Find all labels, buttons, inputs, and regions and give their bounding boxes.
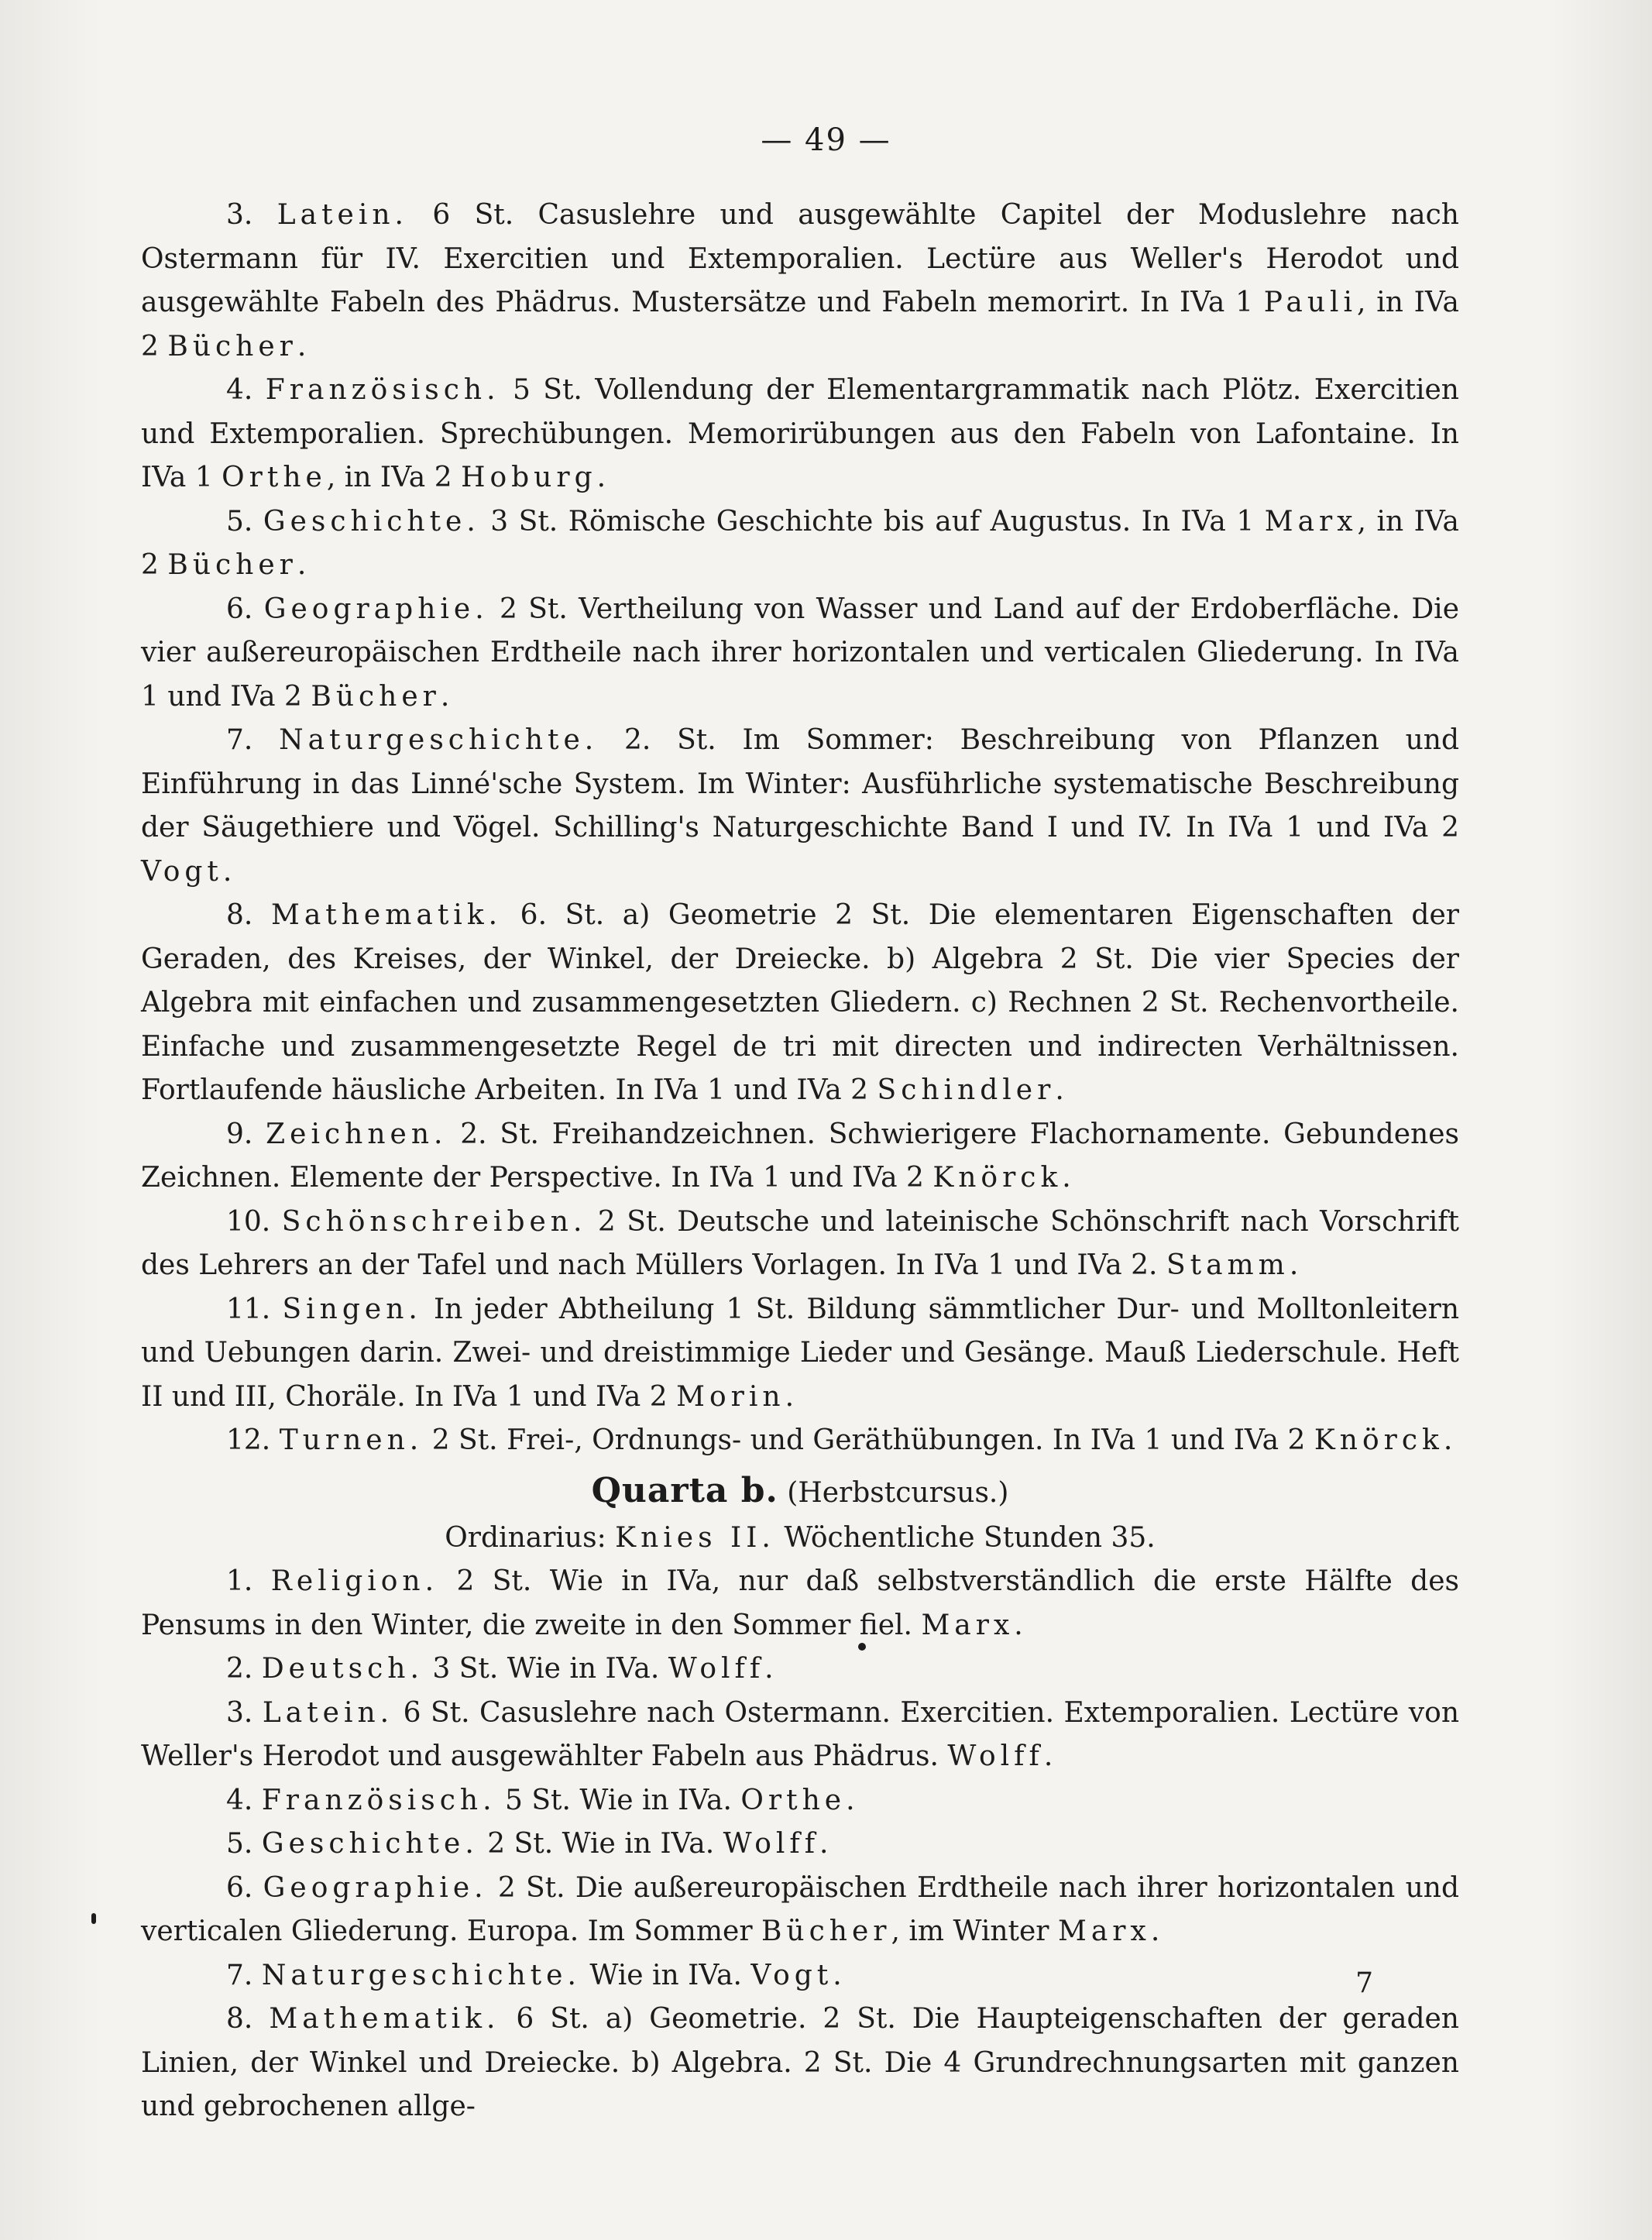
item-end: .: [846, 1784, 855, 1816]
item-text: 2 St. Deutsche und lateinische Schönschrift nach Vorschrift des Lehrers an der Tafel und nach Müllers Vorlagen. In IVa 1 und IVa 2.: [141, 1205, 1459, 1281]
teacher-name: Hoburg: [461, 462, 597, 493]
item-text: 2. St. Im Sommer: Beschreibung von Pflanzen und Einführung in das Linné'sche System. Im Winter: Ausführliche systematische Beschreibung der Säugethiere und Vögel. Schilling's Naturgeschichte Band I und IV. In IVa 1 und IVa 2: [141, 724, 1459, 843]
item-number: 9.: [226, 1118, 253, 1150]
teacher-name: Morin: [676, 1380, 785, 1413]
paragraph-naturgeschichte: [141, 719, 1459, 894]
item-number: 5.: [226, 505, 253, 538]
subject-name: Zeichnen.: [266, 1118, 448, 1150]
item-text: 2 St. Vertheilung von Wasser und Land auf der Erdoberfläche. Die vier außereuropäischen Erdtheile nach ihrer horizontalen und verticalen Gliederung. In IVa 1 und IVa 2: [141, 593, 1459, 713]
section-subtitle: (Herbstcursus.): [787, 1476, 1009, 1509]
item-end: .: [1062, 1162, 1071, 1194]
item-number: 8.: [226, 899, 253, 931]
item-end: .: [1055, 1074, 1064, 1106]
item-end: .: [297, 549, 307, 581]
item-end: .: [764, 1653, 774, 1685]
item-number: 5.: [226, 1828, 253, 1860]
teacher-name: Marx: [921, 1609, 1015, 1641]
item-end: .: [1043, 1740, 1053, 1772]
paragraph-mathematik: [141, 894, 1459, 1113]
paragraph-latein-b: [141, 1692, 1459, 1779]
item-text: 6 St. Casuslehre nach Ostermann. Exercitien. Extemporalien. Lectüre von Weller's Herodot und ausgewählter Fabeln aus Phädrus.: [141, 1696, 1460, 1772]
teacher-name: Marx: [1264, 505, 1358, 538]
weekly-hours: Wöchentliche Stunden 35.: [774, 1521, 1156, 1554]
paragraph-singen: [141, 1288, 1459, 1420]
item-text: 5 St. Wie in IVa.: [505, 1784, 741, 1816]
subject-name: Mathematik.: [269, 2003, 500, 2035]
section-heading: [141, 1468, 1459, 1517]
paragraph-geographie: [141, 588, 1459, 720]
subject-name: Französisch.: [265, 374, 500, 406]
paragraph-zeichnen: [141, 1113, 1459, 1201]
paragraph-franzoesisch-b: [141, 1779, 1459, 1823]
subject-name: Naturgeschichte.: [261, 1959, 581, 1991]
teacher-name: Wolff: [947, 1740, 1044, 1772]
section-ivb: [141, 1560, 1459, 2129]
item-number: 6.: [226, 1871, 253, 1904]
subject-name: Geographie.: [263, 593, 489, 625]
teacher-name: Orthe: [222, 462, 327, 493]
paragraph-naturgeschichte-b: [141, 1954, 1459, 1998]
item-number: 3.: [226, 1696, 253, 1729]
item-text-mid: , in IVa 2: [141, 505, 1460, 581]
subject-name: Geschichte.: [261, 1828, 479, 1860]
teacher-name: Orthe: [740, 1784, 847, 1816]
subject-name: Turnen.: [279, 1424, 424, 1456]
subject-name: Latein.: [276, 199, 408, 231]
paragraph-schoenschreiben: [141, 1201, 1459, 1288]
ink-dot: [858, 1643, 866, 1651]
item-text: In jeder Abtheilung 1 St. Bildung sämmtlicher Dur- und Molltonleitern und Uebungen darin. Zwei- und dreistimmige Lieder und Gesänge. Mauß Liederschule. Heft II und III, Choräle. In IVa 1 und IVa 2: [141, 1293, 1460, 1413]
teacher-name: Schindler: [877, 1074, 1056, 1106]
item-number: 10.: [226, 1205, 271, 1238]
section-iva: [141, 194, 1459, 1463]
teacher-name: Bücher: [167, 330, 297, 362]
item-number: 6.: [226, 593, 253, 625]
paragraph-geschichte: [141, 500, 1459, 588]
item-end: .: [785, 1380, 795, 1413]
item-text: 6. St. a) Geometrie 2 St. Die elementaren Eigenschaften der Geraden, des Kreises, der Winkel, der Dreiecke. b) Algebra 2 St. Die vier Species der Algebra mit einfachen und zusammengesetzten Gliedern. c) Rechnen 2 St. Rechenvortheile. Einfache und zusammengesetzte Regel de tri mit directen und indirecten Verhältnissen. Fortlaufende häusliche Arbeiten. In IVa 1 und IVa 2: [141, 899, 1459, 1106]
item-end: .: [596, 462, 606, 493]
subject-name: Deutsch.: [261, 1653, 424, 1685]
paragraph-latein: [141, 194, 1459, 369]
item-end: .: [1014, 1609, 1023, 1641]
item-number: 7.: [226, 1959, 253, 1991]
item-end: .: [1289, 1249, 1299, 1281]
item-number: 8.: [226, 2003, 253, 2035]
teacher-name: Wolff: [723, 1828, 820, 1860]
subject-name: Latein.: [262, 1696, 394, 1729]
section-title: Quarta b.: [591, 1470, 778, 1510]
item-number: 12.: [226, 1424, 271, 1456]
subject-name: Schönschreiben.: [281, 1205, 587, 1238]
item-text: 2 St. Frei-, Ordnungs- und Geräthübungen. In IVa 1 und IVa 2: [431, 1424, 1314, 1456]
teacher-name: Knörck: [1314, 1424, 1444, 1456]
item-text-mid: , in IVa 2: [141, 287, 1460, 362]
ordinarius-name: Knies II.: [615, 1521, 775, 1554]
teacher-name: Marx: [1057, 1915, 1151, 1947]
teacher-name: Knörck: [932, 1162, 1063, 1194]
item-number: 4.: [226, 1784, 253, 1816]
item-text: 3 St. Römische Geschichte bis auf Augustus. In IVa 1: [490, 505, 1265, 538]
item-number: 7.: [226, 724, 253, 756]
ordinarius-label: Ordinarius:: [445, 1521, 616, 1554]
teacher-name: Stamm: [1166, 1249, 1290, 1281]
item-text: 5 St. Vollendung der Elementargrammatik nach Plötz. Exercitien und Extemporalien. Sprechübungen. Memorirübungen aus den Fabeln von Lafontaine. In IVa 1: [141, 374, 1459, 493]
item-end: .: [297, 330, 307, 362]
teacher-name: Vogt: [750, 1959, 833, 1991]
teacher-name: Bücher: [311, 680, 441, 713]
paragraph-geschichte-b: [141, 1823, 1459, 1867]
item-end: .: [222, 855, 232, 888]
item-text: 2 St. Die außereuropäischen Erdtheile nach ihrer horizontalen und verticalen Gliederung. Europa. Im Sommer: [141, 1871, 1459, 1947]
teacher-name: Wolff: [668, 1653, 765, 1685]
subject-name: Französisch.: [261, 1784, 496, 1816]
paragraph-geographie-b: [141, 1867, 1459, 1954]
teacher-name: Bücher: [761, 1915, 891, 1947]
item-number: 2.: [226, 1653, 253, 1685]
item-text-mid: , in IVa 2: [326, 462, 462, 493]
item-text: 6 St. a) Geometrie. 2 St. Die Haupteigenschaften der geraden Linien, der Winkel und Dreiecke. b) Algebra. 2 St. Die 4 Grundrechnungsarten mit ganzen und gebrochenen allge-: [141, 2003, 1459, 2122]
item-end: .: [819, 1828, 829, 1860]
subject-name: Geschichte.: [263, 505, 480, 538]
page-number: — 49 —: [761, 122, 891, 158]
item-number: 3.: [226, 199, 253, 231]
teacher-name: Pauli: [1263, 287, 1358, 318]
subject-name: Geographie.: [263, 1871, 488, 1904]
teacher-name: Vogt: [141, 855, 223, 888]
paragraph-turnen: [141, 1419, 1459, 1463]
item-number: 4.: [226, 374, 253, 406]
item-text: 6 St. Casuslehre und ausgewählte Capitel der Moduslehre nach Ostermann für IV. Exercitien und Extemporalien. Lectüre aus Weller's Herodot und ausgewählte Fabeln des Phädrus. Mustersätze und Fabeln memorirt. In IVa 1: [141, 199, 1459, 318]
item-end: .: [1150, 1915, 1160, 1947]
item-text: 2 St. Wie in IVa.: [487, 1828, 723, 1860]
item-end: .: [1443, 1424, 1453, 1456]
item-number: 11.: [226, 1293, 271, 1325]
ink-dot: [91, 1913, 96, 1924]
subject-name: Mathematik.: [270, 899, 503, 931]
document-body: [141, 194, 1459, 2129]
paragraph-mathematik-b: [141, 1998, 1459, 2129]
item-end: .: [440, 680, 450, 713]
item-text: Wie in IVa.: [589, 1959, 751, 1991]
paragraph-religion: [141, 1560, 1459, 1647]
item-text-mid: , im Winter: [891, 1915, 1058, 1947]
item-text: 2. St. Freihandzeichnen. Schwierigere Flachornamente. Gebundenes Zeichnen. Elemente der Perspective. In IVa 1 und IVa 2: [141, 1118, 1459, 1194]
teacher-name: Bücher: [167, 549, 297, 581]
ordinarius-line: [141, 1517, 1459, 1561]
item-text: 3 St. Wie in IVa.: [432, 1653, 668, 1685]
item-end: .: [833, 1959, 842, 1991]
item-number: 1.: [226, 1565, 253, 1597]
signature-mark: 7: [1355, 1967, 1373, 1999]
paragraph-deutsch: [141, 1647, 1459, 1692]
item-text: 2 St. Wie in IVa, nur daß selbstverständlich die erste Hälfte des Pensums in den Winter, die zweite in den Sommer fiel.: [141, 1565, 1460, 1641]
subject-name: Religion.: [270, 1565, 439, 1597]
paragraph-franzoesisch: [141, 369, 1459, 500]
subject-name: Naturgeschichte.: [279, 724, 599, 756]
subject-name: Singen.: [282, 1293, 422, 1325]
